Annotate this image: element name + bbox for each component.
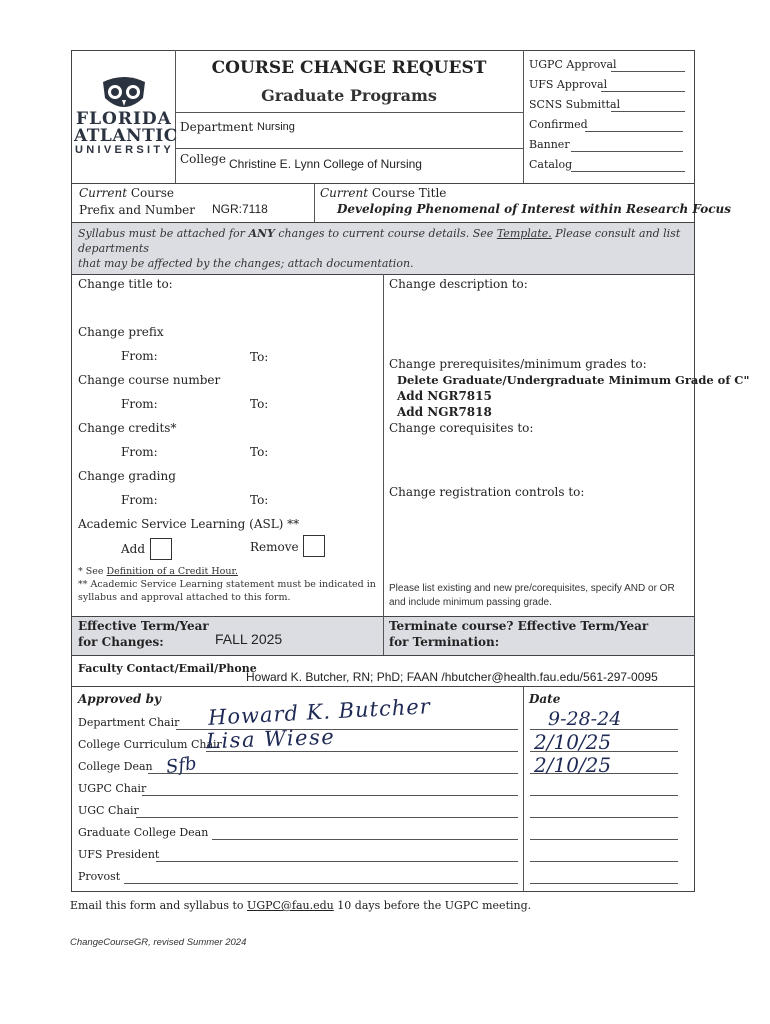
approver-label-provost: Provost <box>78 870 121 883</box>
college-label: College <box>180 152 226 166</box>
form-title: COURSE CHANGE REQUEST <box>211 58 487 78</box>
change-title-label: Change title to: <box>78 277 173 291</box>
approver-label-college-dean: College Dean <box>78 760 153 773</box>
approval-ugpc: UGPC Approval <box>529 58 617 71</box>
terminate-label: Terminate course? Effective Term/Year for Termination: <box>389 619 649 649</box>
department-label: Department <box>180 120 254 134</box>
syllabus-note: Syllabus must be attached for ANY changes to current course details. See Template. Please consult and list departments that may be affected by the changes; attach documentation. <box>78 227 681 270</box>
approver-label-ugpc-chair: UGPC Chair <box>78 782 147 795</box>
owl-icon <box>99 76 149 110</box>
approver-label-graduate-dean: Graduate College Dean <box>78 826 209 839</box>
date-heading: Date <box>529 692 561 706</box>
prereq-line3[interactable]: Add NGR7818 <box>397 405 492 419</box>
prefix-from: From: <box>121 349 158 363</box>
approved-by-heading: Approved by <box>78 692 161 706</box>
approval-confirmed: Confirmed <box>529 118 588 131</box>
fau-logo <box>74 76 178 158</box>
approval-catalog: Catalog <box>529 158 573 171</box>
grading-to: To: <box>250 493 269 507</box>
signature-college-dean: Sfb <box>164 752 198 779</box>
date-college-dean: 2/10/25 <box>534 753 612 777</box>
effective-value[interactable]: FALL 2025 <box>215 631 283 647</box>
change-grading-label: Change grading <box>78 469 176 483</box>
change-prefix-label: Change prefix <box>78 325 164 339</box>
prefix-value[interactable]: NGR:7118 <box>212 202 268 216</box>
registration-label: Change registration controls to: <box>389 485 585 499</box>
prereq-label: Change prerequisites/minimum grades to: <box>389 357 647 371</box>
prefix-to: To: <box>250 350 269 364</box>
approval-ufs: UFS Approval <box>529 78 608 91</box>
logo-line1: FLORIDA <box>76 109 172 129</box>
effective-label: Effective Term/Year for Changes: <box>78 619 209 649</box>
college-value[interactable]: Christine E. Lynn College of Nursing <box>229 157 422 171</box>
asl-remove-checkbox[interactable] <box>303 535 325 557</box>
signature-curriculum-chair: Lisa Wiese <box>205 724 336 754</box>
change-course-number-label: Change course number <box>78 373 221 387</box>
approval-scns: SCNS Submittal <box>529 98 621 111</box>
signature-department-chair: Howard K. Butcher <box>207 694 432 730</box>
faculty-value[interactable]: Howard K. Butcher, RN; PhD; FAAN /hbutcher@health.fau.edu/561-297-0095 <box>246 670 658 684</box>
logo-line3: UNIVERSITY <box>75 144 175 156</box>
credits-to: To: <box>250 445 269 459</box>
change-credits-label: Change credits* <box>78 421 177 435</box>
approver-label-curriculum-chair: College Curriculum Chair <box>78 738 222 751</box>
left-footnotes: * See Definition of a Credit Hour. ** Academic Service Learning statement must be indicated in syllabus and approval attached to this form. <box>78 566 376 603</box>
revision-note: ChangeCourseGR, revised Summer 2024 <box>70 937 247 948</box>
approver-label-department-chair: Department Chair <box>78 716 180 729</box>
department-value[interactable]: Nursing <box>257 121 295 133</box>
coreq-label: Change corequisites to: <box>389 421 534 435</box>
ugpc-email-link[interactable]: UGPC@fau.edu <box>247 899 334 912</box>
prereq-line2[interactable]: Add NGR7815 <box>397 389 492 403</box>
approver-label-ufs-president: UFS President <box>78 848 160 861</box>
asl-add-checkbox[interactable] <box>150 538 172 560</box>
title-label: Current Course Title <box>320 186 447 200</box>
prereq-line1[interactable]: Delete Graduate/Undergraduate Minimum Grade of C" <box>397 373 750 387</box>
asl-remove-label: Remove <box>250 540 299 554</box>
date-curriculum-chair: 2/10/25 <box>534 730 612 754</box>
asl-add-label: Add <box>121 542 146 556</box>
credit-hour-link[interactable]: Definition of a Credit Hour. <box>106 566 238 577</box>
logo-line2: ATLANTIC <box>74 126 178 146</box>
asl-label: Academic Service Learning (ASL) ** <box>78 517 300 531</box>
template-link[interactable]: Template. <box>496 227 552 240</box>
title-value[interactable]: Developing Phenomenal of Interest within Research Focus <box>337 202 732 216</box>
form-subtitle: Graduate Programs <box>261 86 437 105</box>
faculty-label: Faculty Contact/Email/Phone <box>78 662 257 675</box>
approver-label-ugc-chair: UGC Chair <box>78 804 139 817</box>
number-from: From: <box>121 397 158 411</box>
date-department-chair: 9-28-24 <box>548 708 622 730</box>
email-instruction: Email this form and syllabus to UGPC@fau.edu 10 days before the UGPC meeting. <box>70 899 532 912</box>
credits-from: From: <box>121 445 158 459</box>
number-to: To: <box>250 397 269 411</box>
approval-banner: Banner <box>529 138 570 151</box>
prefix-label: Current Course Prefix and Number <box>79 186 196 217</box>
change-description-label: Change description to: <box>389 277 528 291</box>
prereq-note: Please list existing and new pre/corequisites, specify AND or OR and include minimum passing grade. <box>389 583 675 608</box>
grading-from: From: <box>121 493 158 507</box>
